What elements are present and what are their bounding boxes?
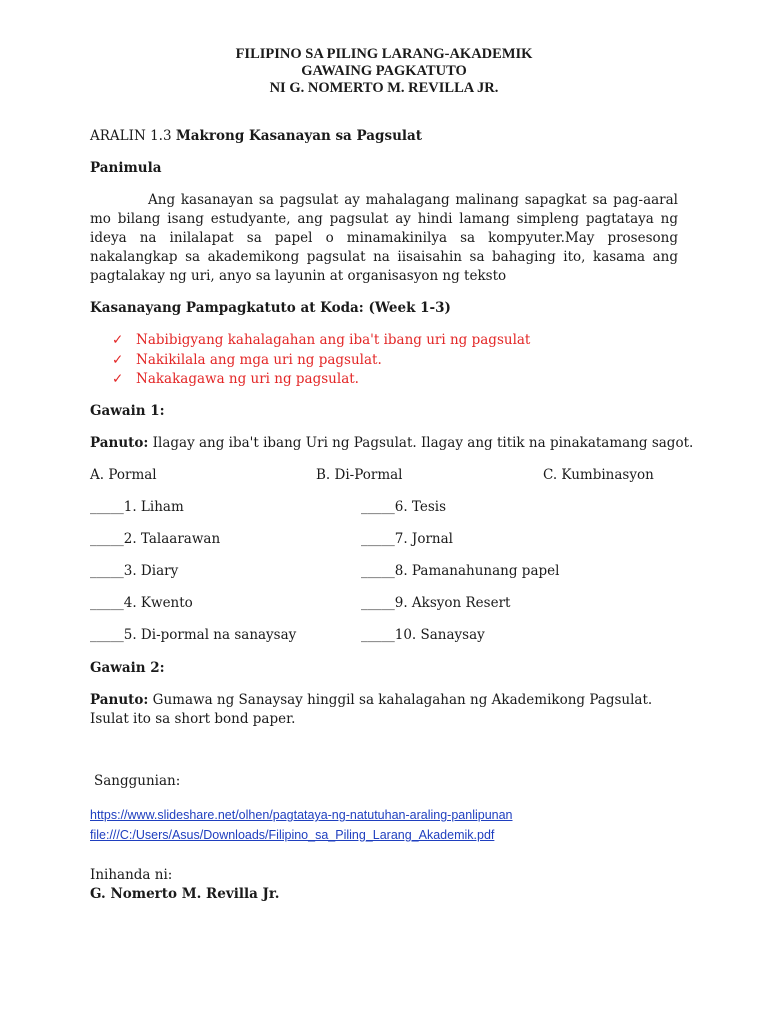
competencies-list: [112, 331, 530, 390]
question-item: _____2. Talaarawan: [90, 531, 221, 547]
lesson-name: Makrong Kasanayan sa Pagsulat: [175, 128, 423, 144]
checkmark-icon: ✓: [112, 351, 124, 368]
choice-a: A. Pormal: [90, 467, 157, 483]
list-item: ✓ Nakakagawa ng uri ng pagsulat.: [112, 370, 530, 390]
activity1-heading: Gawain 1:: [90, 403, 165, 419]
competencies-heading: Kasanayang Pampagkatuto at Koda: (Week 1-3): [90, 300, 451, 316]
list-item: ✓ Nakikilala ang mga uri ng pagsulat.: [112, 351, 530, 371]
header-line-3: NI G. NOMERTO M. REVILLA JR.: [269, 80, 499, 96]
question-item: _____1. Liham: [90, 499, 184, 515]
checkmark-icon: ✓: [112, 371, 124, 387]
choice-c: C. Kumbinasyon: [543, 467, 654, 483]
references-heading: Sanggunian:: [94, 773, 181, 789]
list-item: ✓ Nabibigyang kahalagahan ang iba't ibang uri ng pagsulat: [112, 331, 530, 351]
reference-link-pdf[interactable]: file:///C:/Users/Asus/Downloads/Filipino_sa_Piling_Larang_Akademik.pdf: [90, 828, 495, 842]
prepared-by-label: Inihanda ni:: [90, 867, 173, 883]
question-item: _____3. Diary: [90, 563, 179, 579]
instruction-label: Panuto:: [90, 692, 149, 708]
intro-paragraph: [90, 191, 678, 286]
activity2-instruction: [90, 692, 652, 708]
question-item: _____4. Kwento: [90, 595, 193, 611]
document-header: [0, 46, 768, 97]
question-item: _____9. Aksyon Resert: [361, 595, 511, 611]
header-line-2: GAWAING PAGKATUTO: [301, 63, 467, 79]
instruction-label: Panuto:: [90, 435, 149, 451]
lesson-title: [90, 128, 422, 144]
question-item: _____8. Pamanahunang papel: [361, 563, 560, 579]
activity1-instruction: [90, 435, 693, 451]
header-line-1: FILIPINO SA PILING LARANG-AKADEMIK: [235, 46, 533, 62]
question-item: _____7. Jornal: [361, 531, 453, 547]
question-item: _____5. Di-pormal na sanaysay: [90, 627, 297, 643]
checkmark-icon: ✓: [112, 332, 124, 348]
question-item: _____6. Tesis: [361, 499, 447, 515]
intro-body: Ang kasanayan sa pagsulat ay mahalagang malinang sapagkat sa pag-aaral mo bilang isang estudyante, ang pagsulat ay hindi lamang simpleng pagtataya ng ideya na inilalapat sa papel o minamakinilya sa kompyuter.May prosesong nakalangkap sa akademikong pagsulat na iisaisahin sa bahaging ito, kasama ang pagtalakay ng uri, anyo sa layunin at organisasyon ng teksto: [90, 192, 678, 284]
lesson-prefix: ARALIN 1.3: [90, 128, 172, 144]
reference-link-slideshare[interactable]: https://www.slideshare.net/olhen/pagtataya-ng-natutuhan-araling-panlipunan: [90, 808, 513, 822]
choice-b: B. Di-Pormal: [316, 467, 403, 483]
activity2-heading: Gawain 2:: [90, 660, 165, 676]
instruction-text: Ilagay ang iba't ibang Uri ng Pagsulat. Ilagay ang titik na pinakatamang sagot.: [148, 435, 694, 451]
question-item: _____10. Sanaysay: [361, 627, 485, 643]
intro-heading: Panimula: [90, 160, 162, 176]
activity2-instruction-line2: Isulat ito sa short bond paper.: [90, 711, 296, 727]
instruction-text: Gumawa ng Sanaysay hinggil sa kahalagahan ng Akademikong Pagsulat.: [148, 692, 653, 708]
prepared-by-name: G. Nomerto M. Revilla Jr.: [90, 886, 280, 902]
